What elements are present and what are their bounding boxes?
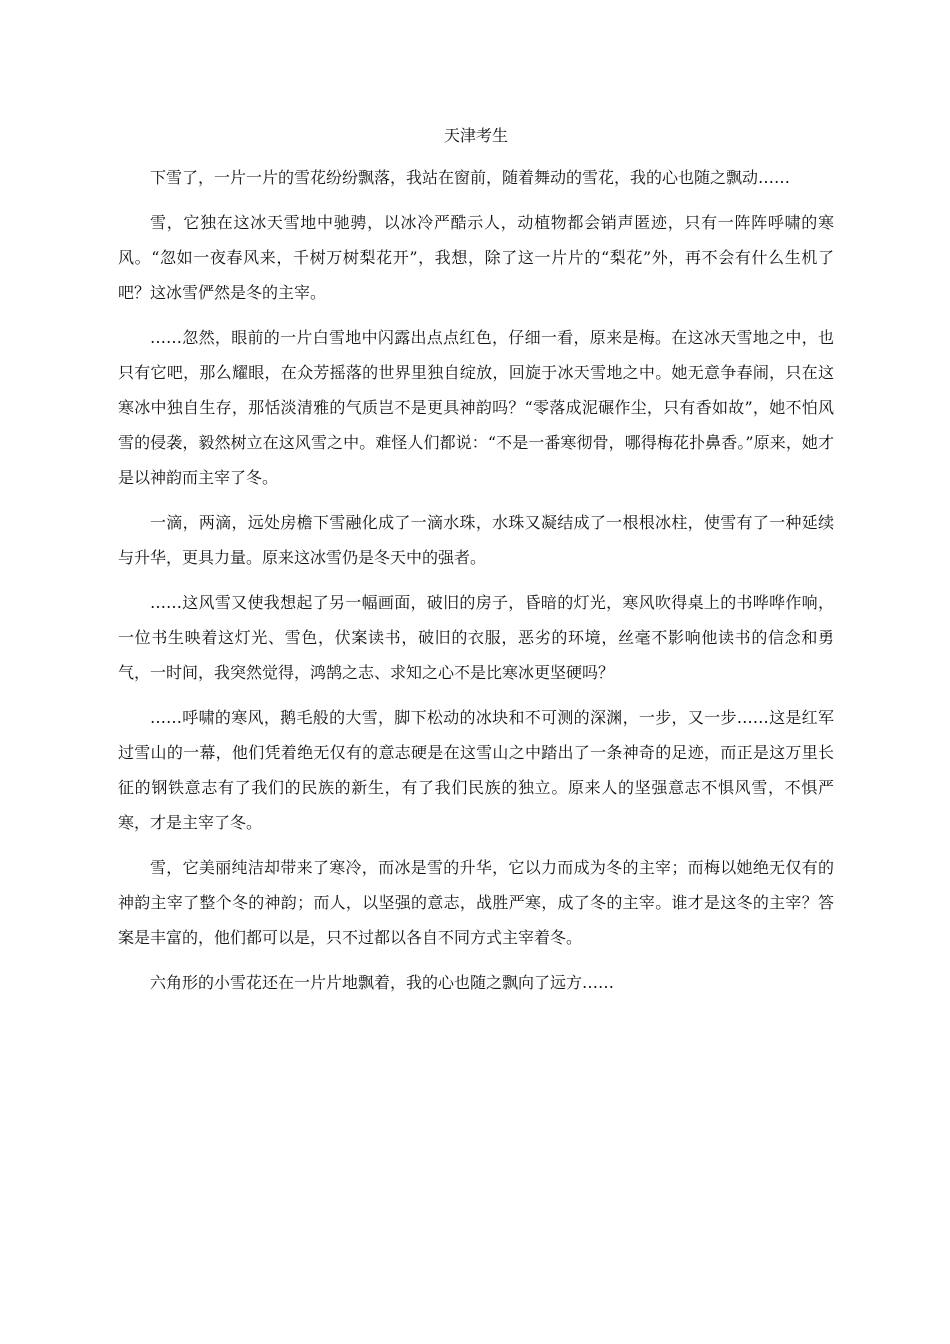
paragraph-6: ……呼啸的寒风，鹅毛般的大雪，脚下松动的冰块和不可测的深渊，一步，又一步……这是红军过雪山的一幕，他们凭着绝无仅有的意志硬是在这雪山之中踏出了一条神奇的足迹，而正是这万里长征的钢铁意志有了我们的民族的新生，有了我们民族的独立。原来人的坚强意志不惧风雪，不惧严寒，才是主宰了冬。: [118, 708, 834, 832]
paragraph-1: 下雪了，一片一片的雪花纷纷飘落，我站在窗前，随着舞动的雪花，我的心也随之飘动……: [150, 168, 791, 187]
essay-body: [118, 122, 834, 1000]
paragraph-2: 雪，它独在这冰天雪地中驰骋，以冰冷严酷示人，动植物都会销声匿迹，只有一阵阵呼啸的寒风。“忽如一夜春风来，千树万树梨花开”，我想，除了这一片片的“梨花”外，再不会有什么生机了吧？这冰雪俨然是冬的主宰。: [118, 213, 834, 302]
paragraph-3: ……忽然，眼前的一片白雪地中闪露出点点红色，仔细一看，原来是梅。在这冰天雪地之中，也只有它吧，那么耀眼，在众芳摇落的世界里独自绽放，回旋于冰天雪地之中。她无意争春闹，只在这寒冰中独自生存，那恬淡清雅的气质岂不是更具神韵吗？“零落成泥碾作尘，只有香如故”，她不怕风雪的侵袭，毅然树立在这风雪之中。难怪人们都说：“不是一番寒彻骨，哪得梅花扑鼻香。”原来，她才是以神韵而主宰了冬。: [118, 328, 834, 487]
paragraph-7: 雪，它美丽纯洁却带来了寒冷，而冰是雪的升华，它以力而成为冬的主宰；而梅以她绝无仅有的神韵主宰了整个冬的神韵；而人，以坚强的意志，战胜严寒，成了冬的主宰。谁才是这冬的主宰？答案是丰富的，他们都可以是，只不过都以各自不同方式主宰着冬。: [118, 858, 834, 947]
paragraph-4: 一滴，两滴，远处房檐下雪融化成了一滴水珠，水珠又凝结成了一根根冰柱，使雪有了一种延续与升华，更具力量。原来这冰雪仍是冬天中的强者。: [118, 513, 834, 567]
essay-title: 天津考生: [443, 126, 508, 145]
paragraph-8: 六角形的小雪花还在一片片地飘着，我的心也随之飘向了远方……: [150, 973, 615, 992]
paragraph-5: ……这风雪又使我想起了另一幅画面，破旧的房子，昏暗的灯光，寒风吹得桌上的书哗哗作响，一位书生映着这灯光、雪色，伏案读书，破旧的衣服，恶劣的环境，丝毫不影响他读书的信念和勇气，一时间，我突然觉得，鸿鹄之志、求知之心不是比寒冰更坚硬吗？: [118, 593, 834, 682]
